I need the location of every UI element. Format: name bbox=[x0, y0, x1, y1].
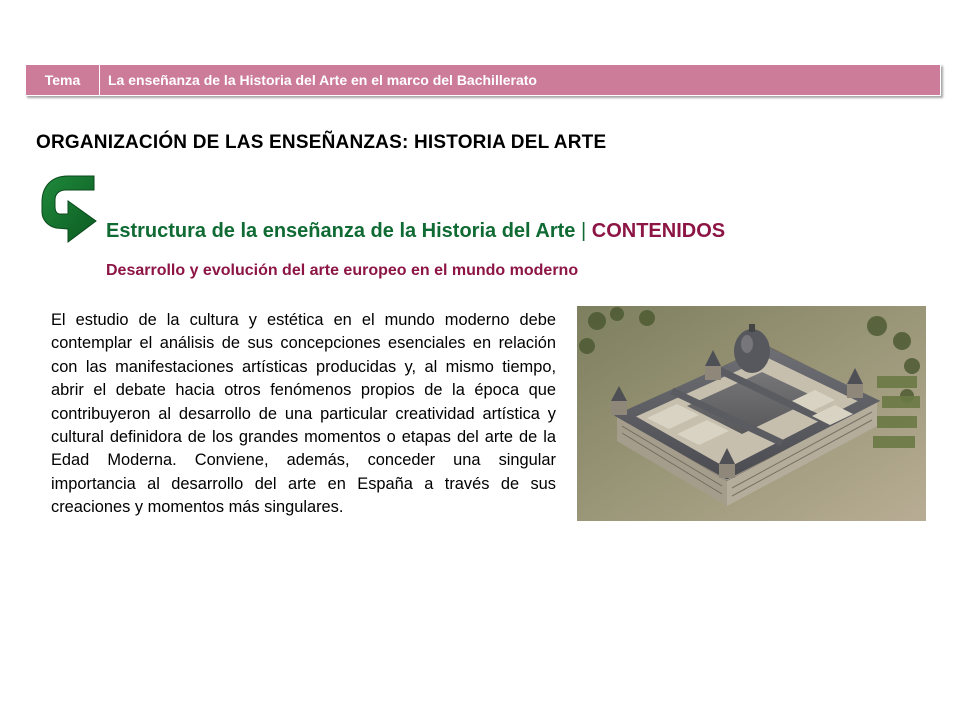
topic-label: Tema bbox=[26, 65, 100, 96]
section-title-text: Estructura de la enseñanza de la Historia del Arte bbox=[106, 220, 576, 242]
topic-header-row bbox=[26, 65, 941, 96]
topic-header-table bbox=[25, 64, 941, 96]
section-keyword: CONTENIDOS bbox=[591, 220, 726, 242]
topic-title: La enseñanza de la Historia del Arte en el marco del Bachillerato bbox=[100, 65, 941, 96]
aerial-monastery-photo bbox=[577, 306, 926, 521]
body-paragraph: El estudio de la cultura y estética en el mundo moderno debe contemplar el análisis de sus concepciones esenciales en relación con las manifestaciones artísticas producidas y, al mismo tiempo, abrir el debate hacia otros fenómenos propios de la época que contribuyeron al desarrollo de una particular creatividad artística y cultural definidora de los grandes momentos o etapas del arte de la Edad Moderna. Conviene, además, conceder una singular importancia al desarrollo del arte en España a través de sus creaciones y momentos más singulares. bbox=[51, 311, 556, 517]
section-subtitle: Desarrollo y evolución del arte europeo en el mundo moderno bbox=[106, 262, 579, 279]
section-separator: | bbox=[580, 220, 587, 242]
main-title: ORGANIZACIÓN DE LAS ENSEÑANZAS: HISTORIA DEL ARTE bbox=[36, 132, 607, 153]
curved-return-arrow-icon bbox=[38, 172, 102, 246]
section-title bbox=[106, 220, 725, 243]
